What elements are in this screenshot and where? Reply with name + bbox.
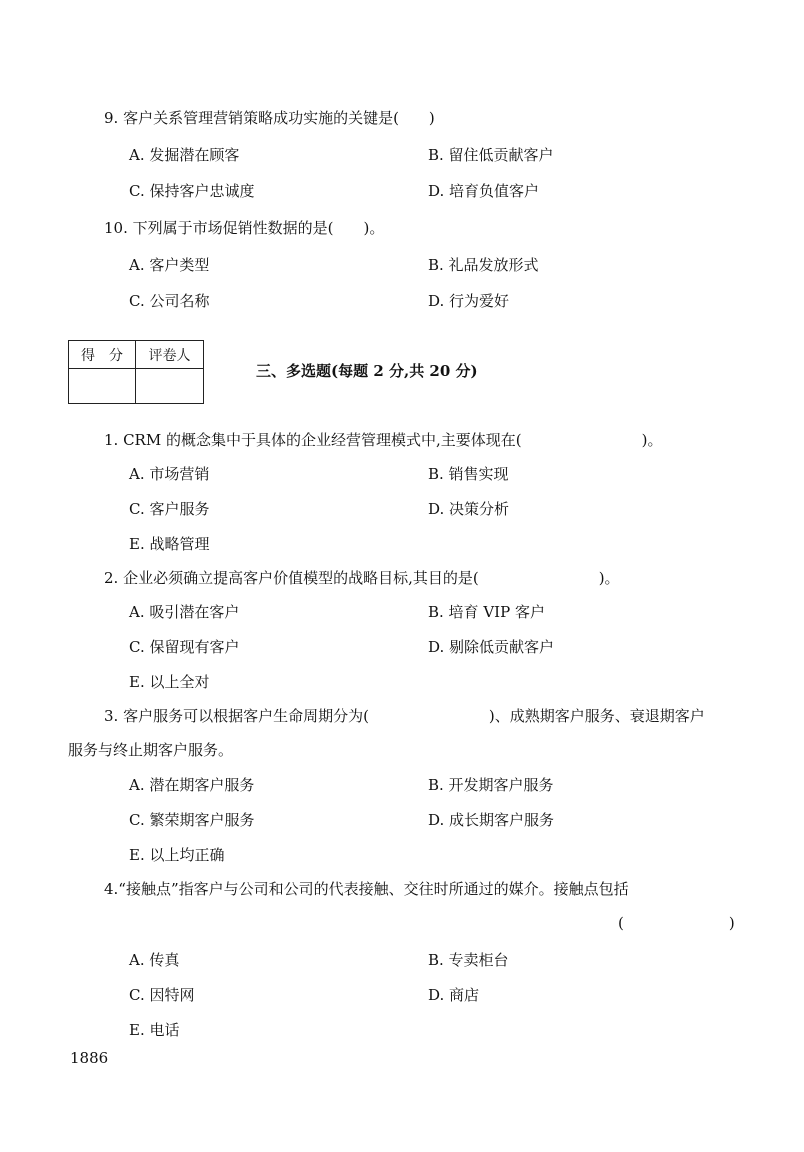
- option-10d: D. 行为爱好: [428, 292, 510, 310]
- answer-bracket: ( ): [618, 914, 735, 932]
- option-10b: B. 礼品发放形式: [428, 256, 539, 274]
- multi-option-1e: E. 战略管理: [129, 535, 210, 553]
- multi-option-3b: B. 开发期客户服务: [428, 776, 554, 794]
- multi-option-1c: C. 客户服务: [129, 500, 210, 518]
- section-title: 三、多选题(每题 2 分,共 20 分): [256, 362, 478, 380]
- multi-option-3a: A. 潜在期客户服务: [129, 776, 255, 794]
- multi-option-2a: A. 吸引潜在客户: [129, 603, 240, 621]
- multi-question-4: 4.“接触点”指客户与公司和公司的代表接触、交往时所通过的媒介。接触点包括: [104, 880, 629, 898]
- multi-question-3: 3. 客户服务可以根据客户生命周期分为( )、成熟期客户服务、衰退期客户: [104, 707, 705, 725]
- multi-option-2e: E. 以上全对: [129, 673, 210, 691]
- multi-option-2b: B. 培育 VIP 客户: [428, 603, 545, 621]
- question-10: 10. 下列属于市场促销性数据的是( )。: [104, 219, 385, 237]
- multi-option-4e: E. 电话: [129, 1021, 180, 1039]
- multi-question-3-continued: 服务与终止期客户服务。: [68, 741, 234, 759]
- multi-option-4b: B. 专卖柜台: [428, 951, 509, 969]
- question-9: 9. 客户关系管理营销策略成功实施的关键是( ): [104, 109, 435, 127]
- page-number: 1886: [70, 1049, 109, 1067]
- multi-option-1d: D. 决策分析: [428, 500, 510, 518]
- option-9b: B. 留住低贡献客户: [428, 146, 554, 164]
- multi-option-1a: A. 市场营销: [129, 465, 210, 483]
- multi-option-4c: C. 因特网: [129, 986, 195, 1004]
- grader-label: 评卷人: [136, 341, 203, 369]
- multi-option-4d: D. 商店: [428, 986, 480, 1004]
- multi-option-1b: B. 销售实现: [428, 465, 509, 483]
- multi-option-4a: A. 传真: [129, 951, 180, 969]
- option-10c: C. 公司名称: [129, 292, 210, 310]
- score-label: 得 分: [69, 341, 136, 369]
- option-10a: A. 客户类型: [129, 256, 210, 274]
- multi-question-1: 1. CRM 的概念集中于具体的企业经营管理模式中,主要体现在( )。: [104, 431, 663, 449]
- multi-option-3e: E. 以上均正确: [129, 846, 225, 864]
- score-cell: [69, 369, 136, 403]
- multi-option-3d: D. 成长期客户服务: [428, 811, 555, 829]
- option-9a: A. 发掘潜在顾客: [129, 146, 240, 164]
- option-9d: D. 培育负值客户: [428, 182, 540, 200]
- multi-option-3c: C. 繁荣期客户服务: [129, 811, 255, 829]
- score-table: [68, 340, 204, 404]
- grader-cell: [136, 369, 203, 403]
- multi-option-2c: C. 保留现有客户: [129, 638, 240, 656]
- option-9c: C. 保持客户忠诚度: [129, 182, 255, 200]
- multi-question-2: 2. 企业必须确立提高客户价值模型的战略目标,其目的是( )。: [104, 569, 620, 587]
- multi-option-2d: D. 剔除低贡献客户: [428, 638, 555, 656]
